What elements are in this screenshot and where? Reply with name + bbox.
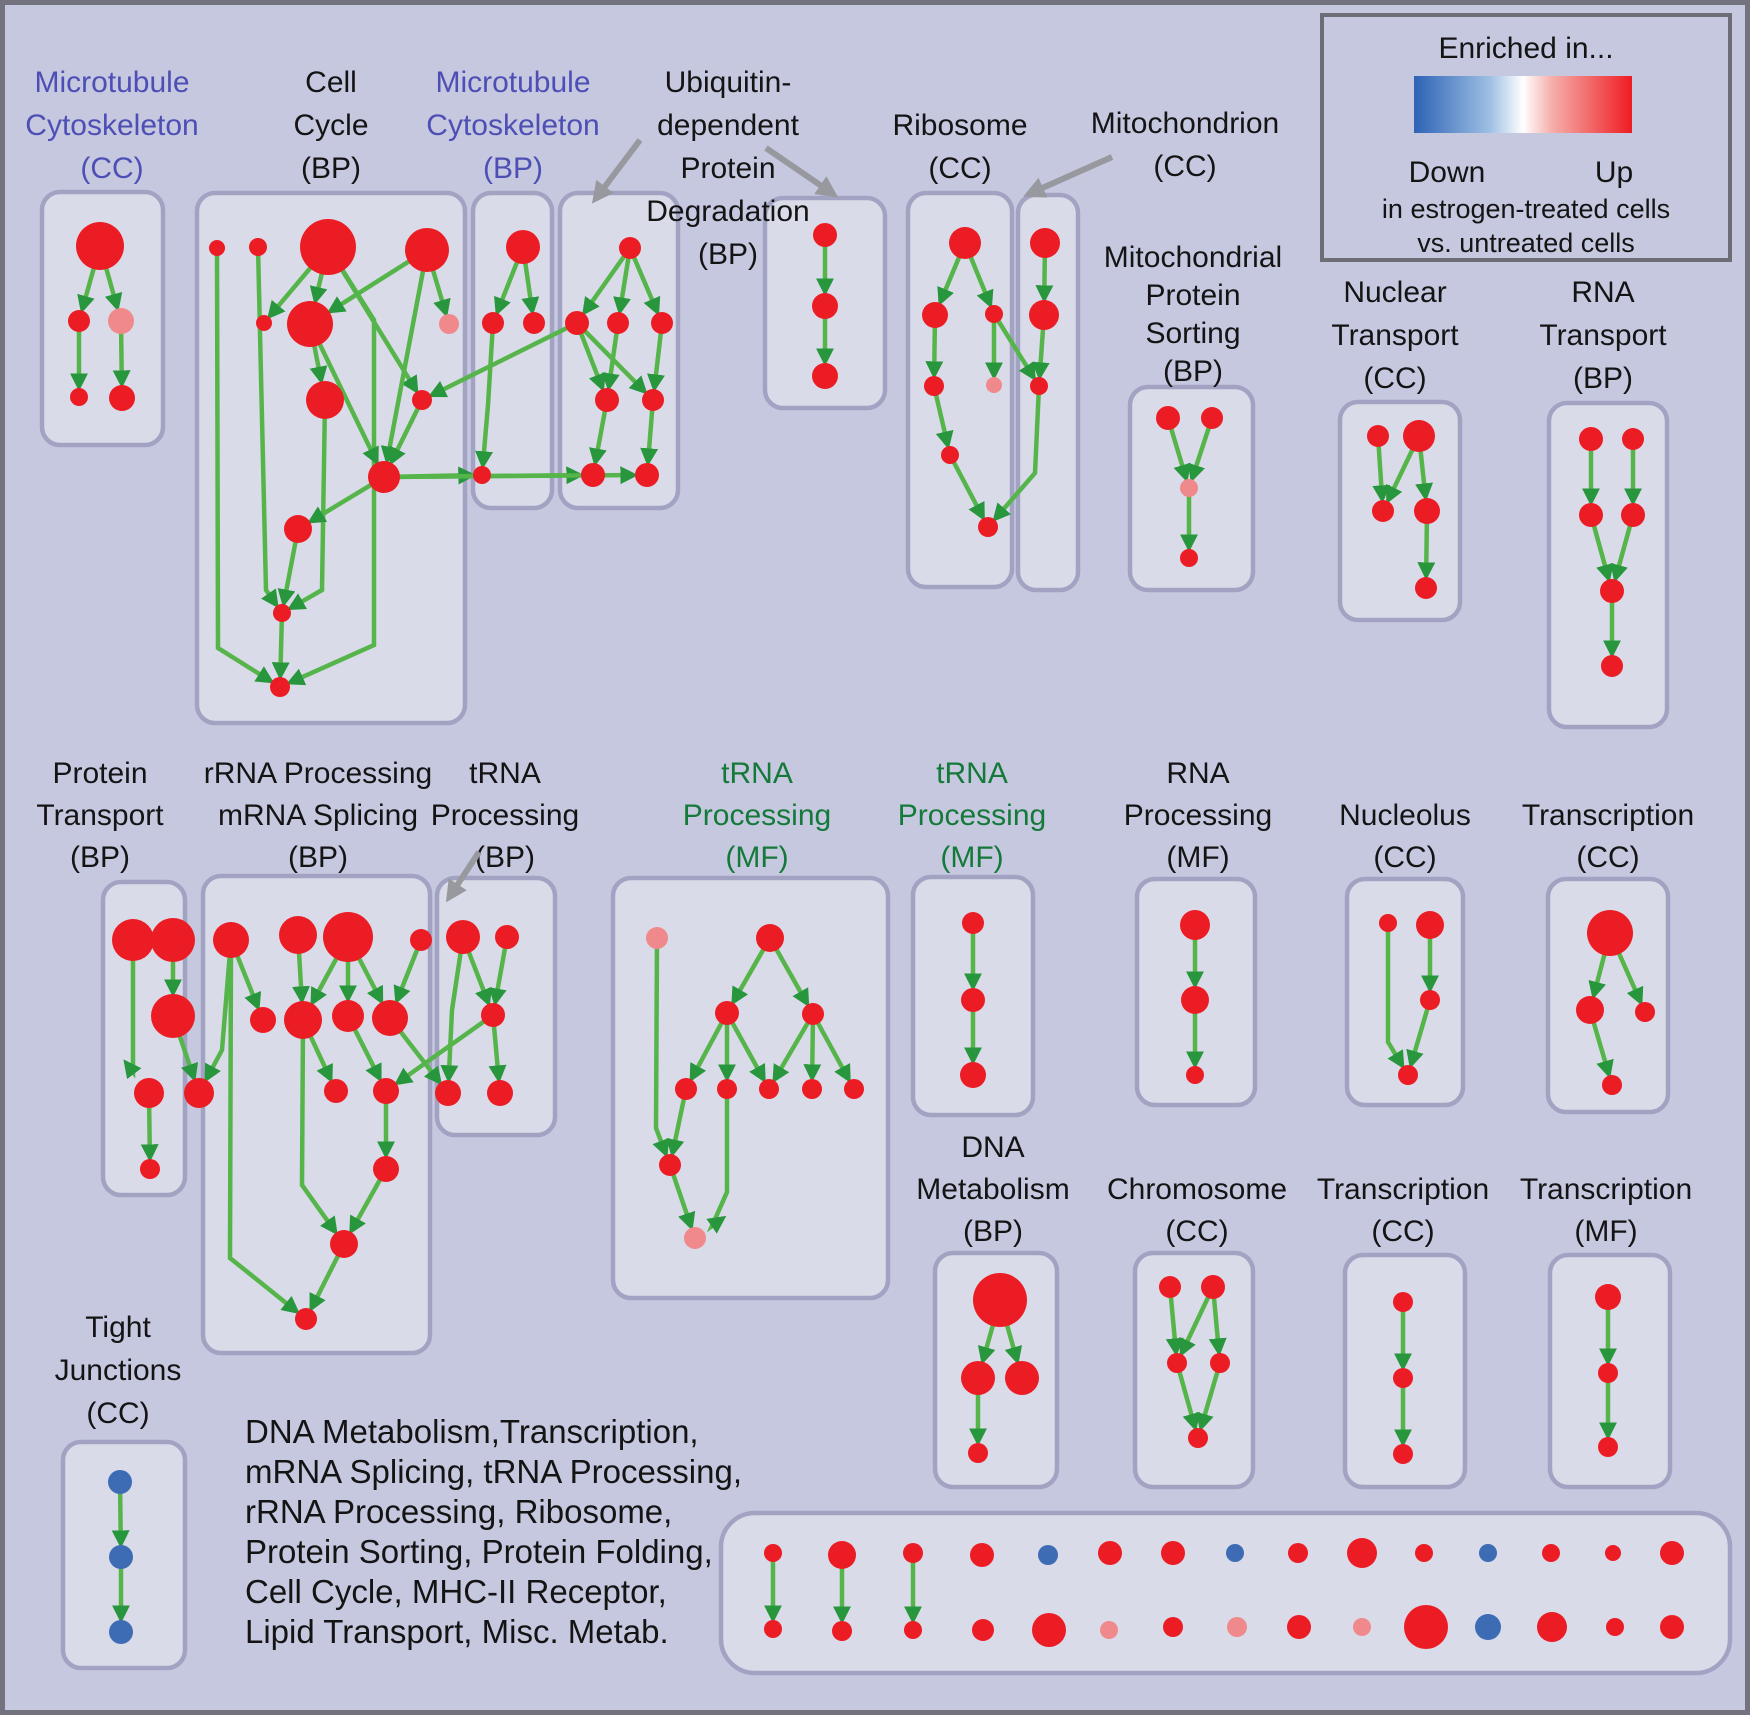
go-term-node-tb_t1 bbox=[446, 920, 480, 954]
go-term-node-ch_d bbox=[1210, 1353, 1230, 1373]
go-term-node-rr_t4 bbox=[410, 929, 432, 951]
go-term-node-tm_c1 bbox=[675, 1078, 697, 1100]
go-term-node-rr_t1 bbox=[213, 922, 249, 958]
cluster-label-line: Microtubule bbox=[435, 66, 591, 99]
misc-caption-line: Protein Sorting, Protein Folding, bbox=[245, 1533, 713, 1570]
go-term-node-mtcc_b bbox=[68, 310, 90, 332]
cluster-label-line: (BP) bbox=[483, 152, 543, 185]
go-term-node-p14t bbox=[1605, 1545, 1621, 1561]
cluster-label-line: Protein bbox=[680, 152, 776, 185]
go-term-node-rt_e bbox=[1600, 579, 1624, 603]
cluster-box-nuclear-transport bbox=[1340, 402, 1460, 620]
go-term-node-p10t bbox=[1347, 1538, 1377, 1568]
cluster-label-line: Processing bbox=[682, 799, 832, 832]
go-term-node-p8t bbox=[1226, 1544, 1244, 1562]
go-term-node-dm_d bbox=[968, 1443, 988, 1463]
cluster-label-line: Protein bbox=[1145, 279, 1241, 312]
go-term-node-rt_b bbox=[1622, 428, 1644, 450]
go-term-node-cc_n13 bbox=[270, 677, 290, 697]
go-term-node-mi_s bbox=[1030, 377, 1048, 395]
go-term-node-tm_lw bbox=[659, 1154, 681, 1176]
cluster-label-line: Mitochondrial bbox=[1103, 241, 1283, 274]
cluster-label-line: Processing bbox=[1123, 799, 1273, 832]
cluster-label-line: Microtubule bbox=[34, 66, 190, 99]
go-term-node-p15t bbox=[1660, 1541, 1684, 1565]
go-term-node-rib_t bbox=[949, 227, 981, 259]
go-term-node-rib_ll bbox=[924, 376, 944, 396]
go-term-node-rib_lm bbox=[941, 446, 959, 464]
go-term-node-u1_sa bbox=[595, 388, 619, 412]
go-term-node-nt_c bbox=[1372, 500, 1394, 522]
go-term-node-mps_p bbox=[1180, 479, 1198, 497]
go-term-node-ch_a bbox=[1159, 1276, 1181, 1298]
go-term-node-p9t bbox=[1288, 1543, 1308, 1563]
go-term-node-pt_t2 bbox=[151, 918, 195, 962]
go-term-node-tmf_b bbox=[1598, 1363, 1618, 1383]
cluster-box-chromosome bbox=[1135, 1253, 1253, 1487]
go-term-node-u2_c bbox=[812, 363, 838, 389]
cluster-label-line: Nucleolus bbox=[1339, 799, 1471, 832]
go-term-node-mtbp_b bbox=[473, 466, 491, 484]
go-term-node-pt_x bbox=[184, 1078, 214, 1108]
go-term-node-u1_t bbox=[619, 237, 641, 259]
go-term-node-cc_n4 bbox=[405, 228, 449, 272]
go-term-node-mtbp_mr bbox=[523, 312, 545, 334]
go-term-node-rt_d bbox=[1621, 503, 1645, 527]
go-term-node-mi_t bbox=[1030, 228, 1060, 258]
go-term-node-mps_a bbox=[1156, 406, 1180, 430]
go-term-node-p2b bbox=[832, 1621, 852, 1641]
color-legend bbox=[1322, 15, 1730, 260]
cluster-label-line: Ubiquitin- bbox=[664, 66, 792, 99]
cluster-label-line: RNA bbox=[1571, 276, 1635, 309]
go-term-node-p5b bbox=[1032, 1613, 1066, 1647]
go-term-node-tm_ml bbox=[715, 1001, 739, 1025]
cluster-label-line: Junctions bbox=[54, 1354, 182, 1387]
cluster-label-line: (BP) bbox=[963, 1215, 1023, 1248]
cluster-label-line: Cycle bbox=[293, 109, 369, 142]
go-term-node-nu_m bbox=[1420, 990, 1440, 1010]
go-term-node-nu_t bbox=[1398, 1065, 1418, 1085]
go-term-node-p4t bbox=[970, 1543, 994, 1567]
cluster-label-line: Mitochondrion bbox=[1090, 107, 1280, 140]
go-term-node-mtbp_ml bbox=[482, 312, 504, 334]
go-term-node-pt_m bbox=[151, 994, 195, 1038]
go-term-node-tb_t2 bbox=[495, 925, 519, 949]
go-term-node-u1_sb bbox=[642, 389, 664, 411]
go-term-node-ch_c bbox=[1167, 1353, 1187, 1373]
misc-caption-line: Lipid Transport, Misc. Metab. bbox=[245, 1613, 669, 1650]
cluster-label-line: Metabolism bbox=[916, 1173, 1070, 1206]
go-term-node-dm_a bbox=[973, 1273, 1027, 1327]
legend-condition-line1: in estrogen-treated cells bbox=[1381, 194, 1671, 224]
go-term-node-mps_b bbox=[1201, 407, 1223, 429]
go-term-node-pt_l bbox=[134, 1078, 164, 1108]
go-term-node-rr_r4 bbox=[373, 1156, 399, 1182]
go-term-node-u1_rb bbox=[607, 312, 629, 334]
go-term-node-nt_e bbox=[1415, 577, 1437, 599]
go-term-node-p5t bbox=[1038, 1545, 1058, 1565]
go-term-node-tc1_d bbox=[1602, 1075, 1622, 1095]
cluster-label-line: tRNA bbox=[721, 757, 793, 790]
go-term-node-nu_s bbox=[1379, 914, 1397, 932]
cluster-label-line: Cytoskeleton bbox=[25, 109, 199, 142]
go-term-node-p11t bbox=[1415, 1544, 1433, 1562]
go-term-node-p12b bbox=[1475, 1614, 1501, 1640]
go-term-node-u1_ba bbox=[581, 463, 605, 487]
go-term-node-u2_a bbox=[813, 223, 837, 247]
go-term-node-tc1_c bbox=[1635, 1002, 1655, 1022]
go-term-node-tm_c2 bbox=[717, 1079, 737, 1099]
go-term-node-rr_r5 bbox=[330, 1230, 358, 1258]
cluster-label-line: Transcription bbox=[1519, 1173, 1693, 1206]
cluster-label-line: (CC) bbox=[928, 152, 992, 185]
go-term-node-tm_pk bbox=[646, 927, 668, 949]
go-term-node-tm_c4 bbox=[802, 1079, 822, 1099]
go-term-node-mi_m bbox=[1029, 300, 1059, 330]
go-term-node-cc_n3 bbox=[300, 219, 356, 275]
cluster-label-line: dependent bbox=[657, 109, 799, 142]
cluster-label-line: Transport bbox=[1539, 319, 1667, 352]
go-term-node-rt_f bbox=[1601, 655, 1623, 677]
go-term-node-tm_c3 bbox=[759, 1079, 779, 1099]
cluster-label-line: Transport bbox=[1331, 319, 1459, 352]
cluster-label-line: (MF) bbox=[725, 841, 789, 874]
go-term-node-ts_b bbox=[961, 988, 985, 1012]
cluster-label-line: tRNA bbox=[936, 757, 1008, 790]
go-term-node-tj_c bbox=[109, 1620, 133, 1644]
cluster-label-line: (BP) bbox=[1163, 355, 1223, 388]
go-term-node-mtcc_a bbox=[76, 222, 124, 270]
go-term-node-pt_t1 bbox=[112, 919, 154, 961]
go-term-node-p7t bbox=[1161, 1541, 1185, 1565]
go-term-node-rr_t3 bbox=[323, 912, 373, 962]
cluster-label-line: (CC) bbox=[1576, 841, 1640, 874]
go-term-node-u1_rc bbox=[651, 312, 673, 334]
go-term-node-p2t bbox=[828, 1541, 856, 1569]
go-term-node-p6t bbox=[1098, 1541, 1122, 1565]
cluster-label-line: (MF) bbox=[1166, 841, 1230, 874]
misc-caption-line: DNA Metabolism,Transcription, bbox=[245, 1413, 699, 1450]
go-term-node-p8b bbox=[1227, 1617, 1247, 1637]
go-term-node-p14b bbox=[1606, 1618, 1624, 1636]
cluster-label-line: Transcription bbox=[1316, 1173, 1490, 1206]
go-term-node-dm_c bbox=[1005, 1361, 1039, 1395]
cluster-label-line: (CC) bbox=[1153, 150, 1217, 183]
go-term-node-rr_m4 bbox=[372, 1000, 408, 1036]
go-term-node-cc_n7 bbox=[439, 314, 459, 334]
cluster-label-line: (MF) bbox=[940, 841, 1004, 874]
legend-gradient-bar bbox=[1414, 76, 1632, 133]
cluster-label-line: Transport bbox=[36, 799, 164, 832]
cluster-label-line: (CC) bbox=[80, 152, 144, 185]
misc-caption-line: mRNA Splicing, tRNA Processing, bbox=[245, 1453, 743, 1490]
go-term-node-p9b bbox=[1287, 1615, 1311, 1639]
go-term-node-tj_b bbox=[109, 1545, 133, 1569]
go-term-node-rr_m3 bbox=[332, 1000, 364, 1032]
go-term-node-rt_a bbox=[1579, 427, 1603, 451]
go-term-node-rr_t2 bbox=[279, 916, 317, 954]
go-term-node-p12t bbox=[1479, 1544, 1497, 1562]
go-term-node-ch_b bbox=[1201, 1275, 1225, 1299]
cluster-label-line: tRNA bbox=[469, 757, 541, 790]
go-term-node-cc_n10 bbox=[368, 461, 400, 493]
cluster-label-line: Processing bbox=[430, 799, 580, 832]
go-term-node-nt_d bbox=[1414, 498, 1440, 524]
go-term-node-ch_e bbox=[1188, 1428, 1208, 1448]
cluster-label-line: Nuclear bbox=[1343, 276, 1447, 309]
go-term-node-tc2_a bbox=[1393, 1292, 1413, 1312]
go-term-node-tm_mr bbox=[802, 1003, 824, 1025]
legend-condition-line2: vs. untreated cells bbox=[1417, 228, 1635, 258]
cluster-label-line: RNA bbox=[1166, 757, 1230, 790]
cluster-label-line: (MF) bbox=[1574, 1215, 1638, 1248]
go-term-node-rp_b bbox=[1181, 986, 1209, 1014]
go-term-node-tj_a bbox=[108, 1470, 132, 1494]
go-term-node-p7b bbox=[1163, 1617, 1183, 1637]
go-term-node-cc_n9 bbox=[412, 390, 432, 410]
legend-down-label: Down bbox=[1408, 156, 1486, 189]
cluster-label-line: (CC) bbox=[1165, 1215, 1229, 1248]
cluster-label-line: mRNA Splicing bbox=[217, 799, 419, 832]
go-term-node-ts_c bbox=[960, 1062, 986, 1088]
go-term-node-cc_n12 bbox=[273, 604, 291, 622]
cluster-label-line: Protein bbox=[52, 757, 148, 790]
go-term-node-mps_c bbox=[1180, 549, 1198, 567]
cluster-label-line: Sorting bbox=[1145, 317, 1241, 350]
cluster-label-line: DNA bbox=[961, 1131, 1025, 1164]
go-term-node-cc_n11 bbox=[284, 515, 312, 543]
go-term-node-tm_c5 bbox=[844, 1079, 864, 1099]
go-term-node-p6b bbox=[1100, 1621, 1118, 1639]
go-term-node-tc2_b bbox=[1393, 1368, 1413, 1388]
cluster-label-line: (BP) bbox=[288, 841, 348, 874]
go-term-node-nt_a bbox=[1367, 425, 1389, 447]
cluster-label-line: (CC) bbox=[86, 1397, 150, 1430]
go-term-node-rib_mr bbox=[985, 305, 1003, 323]
go-term-node-rp_c bbox=[1186, 1066, 1204, 1084]
cluster-label-line: Ribosome bbox=[892, 109, 1028, 142]
go-term-node-cc_n2 bbox=[249, 238, 267, 256]
go-term-node-mtcc_e bbox=[109, 385, 135, 411]
cluster-label-line: (BP) bbox=[301, 152, 361, 185]
misc-caption-line: rRNA Processing, Ribosome, bbox=[245, 1493, 673, 1530]
cluster-box-rna-transport bbox=[1549, 403, 1667, 727]
misc-caption-line: Cell Cycle, MHC-II Receptor, bbox=[245, 1573, 667, 1610]
go-term-node-rt_c bbox=[1579, 503, 1603, 527]
go-term-node-rp_a bbox=[1180, 910, 1210, 940]
legend-title: Enriched in... bbox=[1438, 32, 1614, 65]
go-term-node-nu_b bbox=[1416, 911, 1444, 939]
go-term-node-cc_n5 bbox=[256, 315, 272, 331]
cluster-label-line: Cell bbox=[305, 66, 357, 99]
go-term-node-rr_ra bbox=[324, 1079, 348, 1103]
cluster-label-line: Cytoskeleton bbox=[426, 109, 600, 142]
go-term-node-tc2_c bbox=[1393, 1444, 1413, 1464]
go-term-node-rr_m1 bbox=[250, 1007, 276, 1033]
go-term-node-tmf_a bbox=[1595, 1284, 1621, 1310]
go-term-node-p15b bbox=[1660, 1615, 1684, 1639]
go-term-node-p3b bbox=[904, 1621, 922, 1639]
go-term-node-p10b bbox=[1353, 1618, 1371, 1636]
go-term-node-pt_b bbox=[140, 1159, 160, 1179]
cluster-label-line: (CC) bbox=[1373, 841, 1437, 874]
go-term-node-dm_b bbox=[961, 1361, 995, 1395]
go-term-node-rib_ml bbox=[922, 302, 948, 328]
go-term-node-rr_m2 bbox=[284, 1001, 322, 1039]
go-term-node-rib_b bbox=[978, 517, 998, 537]
go-term-node-tm_bp bbox=[684, 1227, 706, 1249]
cluster-label-line: (BP) bbox=[70, 841, 130, 874]
go-term-node-u2_b bbox=[812, 293, 838, 319]
cluster-label-line: Tight bbox=[85, 1311, 151, 1344]
go-term-node-rib_pk bbox=[986, 377, 1002, 393]
cluster-label-line: (CC) bbox=[1371, 1215, 1435, 1248]
go-term-node-u1_ra bbox=[565, 311, 589, 335]
go-term-node-p11b bbox=[1404, 1605, 1448, 1649]
cluster-label-line: (BP) bbox=[1573, 362, 1633, 395]
cluster-label-line: (BP) bbox=[698, 238, 758, 271]
go-term-node-p4b bbox=[972, 1619, 994, 1641]
go-term-node-tc1_a bbox=[1587, 910, 1633, 956]
go-term-node-p13t bbox=[1542, 1544, 1560, 1562]
go-term-node-tb_m bbox=[481, 1003, 505, 1027]
cluster-label-line: (CC) bbox=[1363, 362, 1427, 395]
cluster-label-line: Chromosome bbox=[1106, 1173, 1288, 1206]
go-term-node-cc_n8 bbox=[306, 381, 344, 419]
go-term-node-ts_a bbox=[962, 912, 984, 934]
go-term-node-tb_bl bbox=[435, 1080, 461, 1106]
go-term-node-cc_n6 bbox=[287, 301, 333, 347]
go-term-node-mtcc_d bbox=[70, 388, 88, 406]
go-term-node-rr_r6 bbox=[295, 1308, 317, 1330]
go-term-node-tmf_c bbox=[1598, 1437, 1618, 1457]
go-term-node-p1t bbox=[764, 1544, 782, 1562]
cluster-box-misc-cluster bbox=[721, 1513, 1730, 1673]
cluster-label-line: (BP) bbox=[475, 841, 535, 874]
go-term-node-tc1_b bbox=[1576, 996, 1604, 1024]
go-term-node-mtbp_t bbox=[506, 230, 540, 264]
cluster-label-line: Degradation bbox=[646, 195, 810, 228]
go-term-node-nt_b bbox=[1403, 420, 1435, 452]
cluster-label-line: Transcription bbox=[1521, 799, 1695, 832]
go-term-node-p3t bbox=[903, 1543, 923, 1563]
go-term-node-cc_n1 bbox=[209, 240, 225, 256]
cluster-label-line: Processing bbox=[897, 799, 1047, 832]
legend-up-label: Up bbox=[1594, 156, 1634, 189]
go-term-node-p1b bbox=[764, 1620, 782, 1638]
go-term-node-mtcc_c bbox=[108, 308, 134, 334]
go-term-node-p13b bbox=[1537, 1612, 1567, 1642]
go-term-node-u1_bb bbox=[635, 463, 659, 487]
go-term-node-tm_t bbox=[756, 924, 784, 952]
cluster-label-line: rRNA Processing bbox=[203, 757, 433, 790]
go-term-node-tb_br bbox=[487, 1080, 513, 1106]
go-term-node-rr_rb bbox=[373, 1078, 399, 1104]
